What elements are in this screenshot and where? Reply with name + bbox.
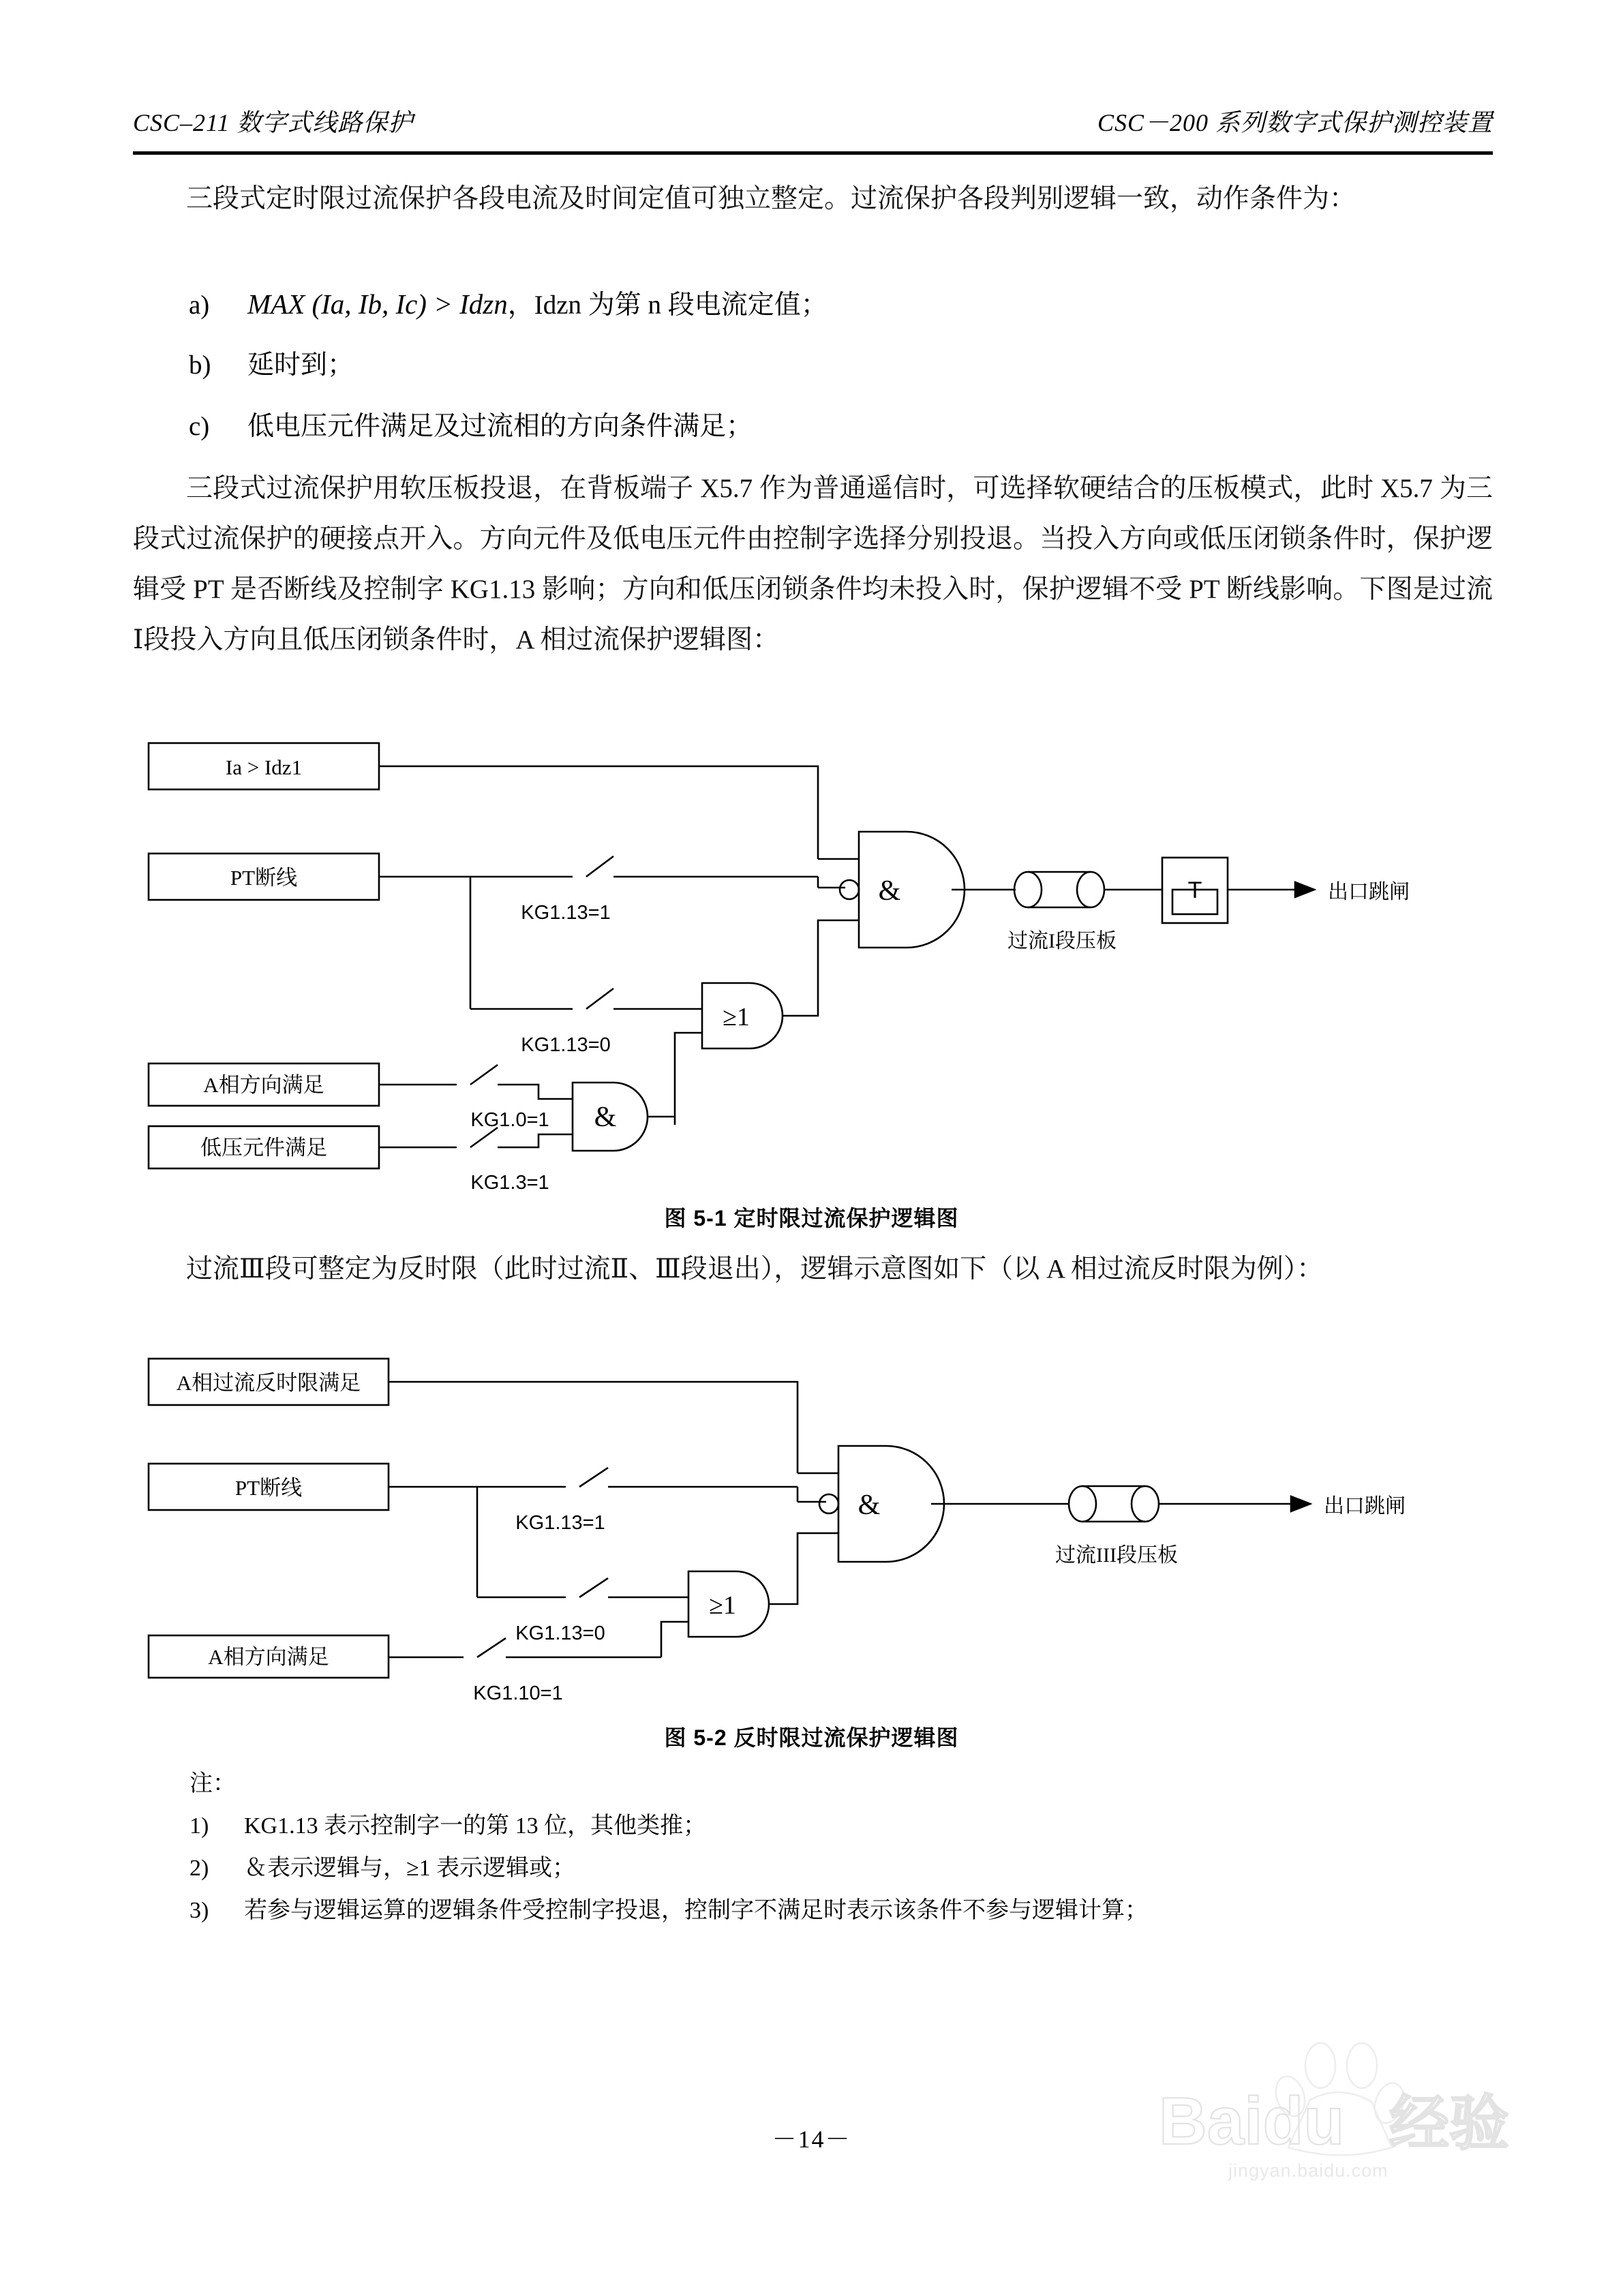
condition-text-c: 低电压元件满足及过流相的方向条件满足； xyxy=(247,412,753,441)
header-divider xyxy=(133,151,1493,155)
header-right-title: CSC－200 系列数字式保护测控装置 xyxy=(1097,109,1493,136)
condition-math-a: MAX (Ia, Ib, Ic) > Idzn xyxy=(247,288,508,320)
figure1-output-label: 出口跳闸 xyxy=(1328,881,1410,903)
figure2-and-gate xyxy=(838,1446,944,1562)
figure1-switch-label-2: KG1.13=0 xyxy=(521,1034,611,1056)
figure1-switch-label-3: KG1.0=1 xyxy=(470,1109,549,1131)
figure1-and-gate-top xyxy=(859,832,965,948)
figure1-label-lowvolt: 低压元件满足 xyxy=(200,1136,327,1160)
figure2-output-label: 出口跳闸 xyxy=(1324,1495,1406,1517)
figure2-label-pt: PT断线 xyxy=(234,1476,303,1500)
figure1-label-direction: A相方向满足 xyxy=(203,1073,324,1097)
condition-marker-a: a) xyxy=(189,290,210,320)
figure2-link-left xyxy=(1069,1486,1096,1522)
condition-text-a: ，Idzn 为第 n 段电流定值； xyxy=(507,290,828,320)
note-text-1: KG1.13 表示控制字一的第 13 位，其他类推； xyxy=(244,1813,707,1839)
baidu-jingyan-watermark xyxy=(1152,2008,1534,2185)
figure2-invert-bubble xyxy=(819,1494,838,1513)
figure1-timer-label: T xyxy=(1187,877,1202,903)
watermark-brand-cn: 经验 xyxy=(1389,2089,1510,2157)
condition-marker-b: b) xyxy=(189,350,211,380)
figure2-label-direction: A相方向满足 xyxy=(208,1645,329,1669)
paragraph-intro: 三段式定时限过流保护各段电流及时间定值可独立整定。过流保护各段判别逻辑一致，动作条件为： xyxy=(186,184,1356,213)
figure-2-logic-diagram xyxy=(123,1340,1459,1725)
figure2-link-right xyxy=(1132,1486,1159,1522)
figure1-and-top-symbol: & xyxy=(878,875,901,907)
figure1-link-left xyxy=(1014,872,1042,907)
figure2-switch-label-3: KG1.10=1 xyxy=(473,1682,563,1704)
figure2-label-inverse: A相过流反时限满足 xyxy=(176,1371,361,1395)
figure2-switch-label-2: KG1.13=0 xyxy=(515,1622,605,1644)
notes-block xyxy=(189,1763,1485,1932)
figure1-invert-bubble xyxy=(840,880,859,899)
figure1-or-symbol: ≥1 xyxy=(723,1003,750,1031)
figure1-switch-label-4: KG1.3=1 xyxy=(470,1172,549,1194)
figure1-link-label: 过流I段压板 xyxy=(1007,930,1117,952)
figure2-output-arrowhead xyxy=(1291,1496,1310,1511)
condition-marker-c: c) xyxy=(189,412,210,441)
figure1-link-right xyxy=(1077,872,1104,907)
note-item-1 xyxy=(189,1805,1485,1847)
notes-title: 注： xyxy=(189,1771,236,1796)
note-text-2: ＆表示逻辑与，≥1 表示逻辑或； xyxy=(244,1856,576,1881)
condition-item-b xyxy=(189,346,354,384)
figure-2-caption: 图 5-2 反时限过流保护逻辑图 xyxy=(664,1725,959,1750)
figure1-switch-label-1: KG1.13=1 xyxy=(521,902,611,924)
figure2-and-symbol: & xyxy=(858,1490,881,1521)
figure1-and-bottom-symbol: & xyxy=(594,1102,617,1133)
page-number: －14－ xyxy=(772,2126,851,2153)
note-text-3: 若参与逻辑运算的逻辑条件受控制字投退，控制字不满足时表示该条件不参与逻辑计算； xyxy=(244,1898,1148,1923)
paragraph-softplate: 三段式过流保护用软压板投退，在背板端子 X5.7 作为普通遥信时，可选择软硬结合的压板模式，此时 X5.7 为三段式过流保护的硬接点开入。方向元件及低电压元件由控制字选择分别投退。当投入方向或低压闭锁条件时，保护逻辑受 PT 是否断线及控制字 KG1.13 影响；方向和低压闭锁条件均未投入时，保护逻辑不受 PT 断线影响。下图是过流Ⅰ段投入方向且低压闭锁条件时，A 相过流保护逻辑图： xyxy=(133,474,1493,654)
note-marker-1: 1) xyxy=(189,1813,209,1839)
figure2-link-label: 过流III段压板 xyxy=(1055,1544,1178,1567)
condition-item-a xyxy=(189,285,828,324)
note-item-3 xyxy=(189,1890,1485,1932)
figure-1-caption: 图 5-1 定时限过流保护逻辑图 xyxy=(664,1206,959,1230)
watermark-url: jingyan.baidu.com xyxy=(1228,2160,1389,2181)
condition-text-b: 延时到； xyxy=(247,350,354,380)
paragraph-inverse-time: 过流Ⅲ段可整定为反时限（此时过流Ⅱ、Ⅲ段退出），逻辑示意图如下（以 A 相过流反时限为例）： xyxy=(186,1254,1324,1284)
page-header xyxy=(133,104,1493,151)
note-marker-2: 2) xyxy=(189,1856,209,1881)
note-item-2 xyxy=(189,1847,1485,1890)
figure1-label-pt: PT断线 xyxy=(230,866,298,890)
figure-1-logic-diagram xyxy=(136,723,1459,1203)
figure1-label-ia: Ia > Idz1 xyxy=(225,755,303,779)
header-left-title: CSC–211 数字式线路保护 xyxy=(133,109,414,136)
figure2-or-symbol: ≥1 xyxy=(709,1591,736,1620)
figure2-switch-label-1: KG1.13=1 xyxy=(515,1512,605,1534)
watermark-brand: Baidu xyxy=(1159,2083,1345,2158)
note-marker-3: 3) xyxy=(189,1898,209,1923)
condition-item-c xyxy=(189,408,753,446)
figure1-output-arrowhead xyxy=(1295,882,1314,897)
